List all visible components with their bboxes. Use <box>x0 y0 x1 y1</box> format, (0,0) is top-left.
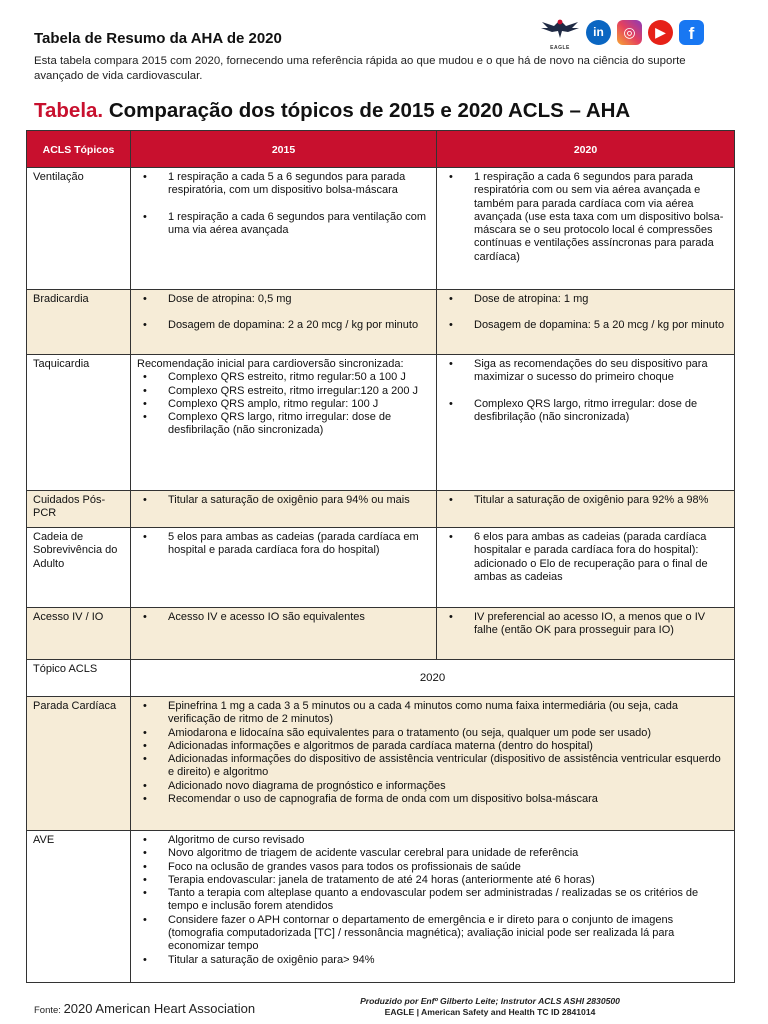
topic-cell: Cuidados Pós-PCR <box>27 491 131 528</box>
cell-2020 <box>437 491 735 528</box>
list-item: • Novo algoritmo de triagem de acidente vascular cerebral para unidade de referência <box>137 847 728 860</box>
table-title <box>34 99 630 123</box>
linkedin-icon[interactable]: in <box>586 20 611 45</box>
header-2020: 2020 <box>437 131 735 168</box>
list-item: • Complexo QRS amplo, ritmo regular: 100 J <box>137 398 430 411</box>
list-item: • 1 respiração a cada 6 segundos para ventilação com uma via aérea avançada <box>137 211 430 238</box>
comparison-table <box>26 130 735 983</box>
footer-source <box>34 1001 255 1016</box>
cell-2020 <box>437 290 735 355</box>
list-item: • Complexo QRS estreito, ritmo regular:50 a 100 J <box>137 371 430 384</box>
topic-cell: AVE <box>27 831 131 983</box>
topic-cell: Bradicardia <box>27 290 131 355</box>
cell-intro-text: Recomendação inicial para cardioversão sincronizada: <box>137 358 404 370</box>
topic-cell: Acesso IV / IO <box>27 608 131 660</box>
header-logos <box>540 16 704 51</box>
subheader-topic: Tópico ACLS <box>27 660 131 697</box>
row-parada-cardiaca <box>27 697 735 831</box>
cell-2015 <box>131 168 437 290</box>
cell-2015 <box>131 528 437 608</box>
cell-2015 <box>131 355 437 491</box>
list-item: • 1 respiração a cada 5 a 6 segundos para parada respiratória, com um dispositivo bolsa-máscara <box>137 171 430 198</box>
subheader-year: 2020 <box>131 660 735 697</box>
list-item: • Recomendar o uso de capnografia de forma de onda com um dispositivo bolsa-máscara <box>137 793 728 806</box>
list-item: • 5 elos para ambas as cadeias (parada cardíaca em hospital e parada cardíaca fora do hospital) <box>137 531 430 558</box>
list-item: • Siga as recomendações do seu dispositivo para maximizar o sucesso do primeiro choque <box>443 358 728 385</box>
topic-cell: Ventilação <box>27 168 131 290</box>
header-topics: ACLS Tópicos <box>27 131 131 168</box>
list-item: • Adicionadas informações do dispositivo de assistência ventricular (dispositivo de assistência ventricular esquerdo e direito) e algoritmo <box>137 753 728 780</box>
list-item: • Tanto a terapia com alteplase quanto a endovascular podem ser administradas / realizadas se os critérios de tempo e inclusão forem atendidos <box>137 887 728 914</box>
list-item: • Dosagem de dopamina: 5 a 20 mcg / kg por minuto <box>443 319 728 332</box>
list-item: • Dose de atropina: 0,5 mg <box>137 293 430 306</box>
list-item: • IV preferencial ao acesso IO, a menos que o IV falhe (então OK para prosseguir para IO) <box>443 611 728 638</box>
row-taquicardia <box>27 355 735 491</box>
cell-2015 <box>131 491 437 528</box>
topic-cell: Parada Cardíaca <box>27 697 131 831</box>
topic-cell: Taquicardia <box>27 355 131 491</box>
table-title-text: Comparação dos tópicos de 2015 e 2020 ACLS – AHA <box>103 99 631 122</box>
row-ave <box>27 831 735 983</box>
row-ventilacao <box>27 168 735 290</box>
cell-2015 <box>131 608 437 660</box>
row-cadeia-sobrevivencia <box>27 528 735 608</box>
list-item: • Foco na oclusão de grandes vasos para todos os profissionais de saúde <box>137 861 728 874</box>
table-header-row <box>27 131 735 168</box>
list-item: • Considere fazer o APH contornar o departamento de emergência e ir direto para o conjunto de imagens (tomografia computadorizada [TC] / ressonância magnética); avaliação inicial pode ser realizada lá para economizar tempo <box>137 914 728 954</box>
cell-2020 <box>437 168 735 290</box>
list-item: • Titular a saturação de oxigênio para 92% a 98% <box>443 494 728 507</box>
list-item: • 1 respiração a cada 6 segundos para parada respiratória com ou sem via aérea avançada e também para parada cardíaca com via aérea avançada (use esta taxa com um dispositivo bolsa-máscara se o seu protocolo local é compressões contínuas e ventilações assíncronas para parada cardíaca) <box>443 171 728 264</box>
cell-2015 <box>131 290 437 355</box>
list-item: • Dose de atropina: 1 mg <box>443 293 728 306</box>
list-item: • Complexo QRS largo, ritmo irregular: dose de desfibrilação (não sincronizada) <box>137 411 430 438</box>
cell-2020-full <box>131 831 735 983</box>
list-item: • 6 elos para ambas as cadeias (parada cardíaca hospitalar e parada cardíaca fora do hospital): adicionado o Elo de recuperação para o final de ambas as cadeias <box>443 531 728 584</box>
footer-credits-line2: EAGLE | American Safety and Health TC ID 2841014 <box>384 1006 596 1017</box>
list-item: • Algoritmo de curso revisado <box>137 834 728 847</box>
cell-2020 <box>437 355 735 491</box>
subheader-row <box>27 660 735 697</box>
youtube-icon[interactable]: ▶ <box>648 20 673 45</box>
cell-2020-full <box>131 697 735 831</box>
cell-2020 <box>437 528 735 608</box>
footer-source-label: Fonte: <box>34 1005 64 1016</box>
header-2015: 2015 <box>131 131 437 168</box>
row-cuidados-pos-pcr <box>27 491 735 528</box>
eagle-icon <box>540 16 580 42</box>
row-acesso-iv-io <box>27 608 735 660</box>
topic-cell: Cadeia de Sobrevivência do Adulto <box>27 528 131 608</box>
footer-credits <box>330 996 650 1017</box>
list-item: • Adicionado novo diagrama de prognóstico e informações <box>137 780 728 793</box>
table-title-prefix: Tabela. <box>34 99 104 122</box>
list-item: • Amiodarona e lidocaína são equivalentes para o tratamento (ou seja, qualquer um pode ser usado) <box>137 727 728 740</box>
footer-credits-line1: Produzido por Enfº Gilberto Leite; Instrutor ACLS ASHI 2830500 <box>360 996 620 1006</box>
list-item: • Adicionadas informações e algoritmos de parada cardíaca materna (dentro do hospital) <box>137 740 728 753</box>
list-item: • Dosagem de dopamina: 2 a 20 mcg / kg por minuto <box>137 319 430 332</box>
eagle-logo-text: EAGLE <box>550 45 570 51</box>
facebook-icon[interactable]: f <box>679 20 704 45</box>
footer-source-text: 2020 American Heart Association <box>63 1001 256 1016</box>
instagram-icon[interactable]: ◎ <box>617 20 642 45</box>
list-item: • Terapia endovascular: janela de tratamento de até 24 horas (anteriormente até 6 horas) <box>137 874 728 887</box>
cell-2020 <box>437 608 735 660</box>
intro-paragraph: Esta tabela compara 2015 com 2020, fornecendo uma referência rápida ao que mudou e o que há de novo na ciência do suporte avançado de vida cardiovascular. <box>34 55 686 82</box>
list-item: • Complexo QRS largo, ritmo irregular: dose de desfibrilação (não sincronizada) <box>443 398 728 425</box>
list-item: • Acesso IV e acesso IO são equivalentes <box>137 611 430 624</box>
list-item: • Titular a saturação de oxigênio para> 94% <box>137 954 728 967</box>
eagle-logo <box>540 16 580 51</box>
list-item: • Titular a saturação de oxigênio para 94% ou mais <box>137 494 430 507</box>
list-item: • Epinefrina 1 mg a cada 3 a 5 minutos ou a cada 4 minutos como numa faixa intermediária (ou seja, cada verificação de ritmo de 2 minutos) <box>137 700 728 727</box>
row-bradicardia <box>27 290 735 355</box>
document-title: Tabela de Resumo da AHA de 2020 <box>34 30 282 47</box>
list-item: • Complexo QRS estreito, ritmo irregular:120 a 200 J <box>137 385 430 398</box>
